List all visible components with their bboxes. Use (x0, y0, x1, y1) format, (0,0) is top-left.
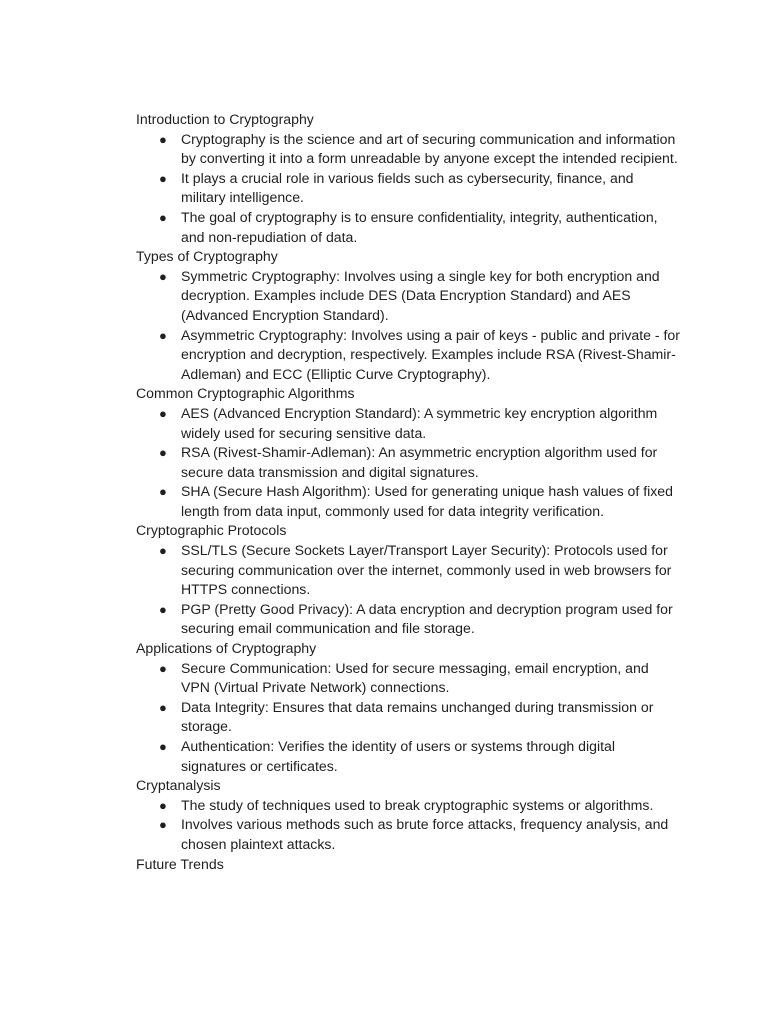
bullet-icon: ● (159, 131, 167, 147)
bullet-list (136, 796, 681, 855)
list-item (136, 130, 681, 169)
list-item (136, 659, 681, 698)
list-item-text: Involves various methods such as brute force attacks, frequency analysis, and chosen plaintext attacks. (181, 816, 669, 852)
bullet-icon: ● (159, 660, 167, 676)
bullet-icon: ● (159, 543, 167, 559)
bullet-icon: ● (159, 484, 167, 500)
list-item-text: Cryptography is the science and art of securing communication and information by converting it into a form unreadable by anyone except the intended recipient. (181, 130, 678, 167)
list-item-text: Symmetric Cryptography: Involves using a single key for both encryption and decryption. Examples include DES (Data Encryption Standard) and AES (Advanced Encryption Standard). (181, 267, 660, 323)
section-heading: Cryptanalysis (136, 777, 221, 794)
list-item-text: SHA (Secure Hash Algorithm): Used for generating unique hash values of fixed length from data input, commonly used for data integrity verification. (181, 483, 673, 519)
list-item-text: The goal of cryptography is to ensure confidentiality, integrity, authentication, and non-repudiation of data. (181, 208, 658, 245)
bullet-icon: ● (159, 170, 167, 186)
list-item (136, 169, 681, 208)
bullet-icon: ● (159, 209, 167, 225)
list-item (136, 600, 681, 639)
list-item-text: Authentication: Verifies the identity of users or systems through digital signatures or certificates. (181, 738, 616, 774)
bullet-icon: ● (159, 268, 167, 284)
list-item-text: RSA (Rivest-Shamir-Adleman): An asymmetric encryption algorithm used for secure data transmission and digital signatures. (181, 444, 658, 480)
list-item (136, 737, 681, 776)
bullet-icon: ● (159, 327, 167, 343)
list-item (136, 443, 681, 482)
list-item-text: Data Integrity: Ensures that data remains unchanged during transmission or storage. (181, 698, 654, 735)
bullet-icon: ● (159, 797, 167, 813)
list-item (136, 815, 681, 854)
bullet-icon: ● (159, 445, 167, 461)
section-heading: Cryptographic Protocols (136, 522, 287, 539)
section-heading: Types of Cryptography (136, 248, 278, 265)
list-item (136, 698, 681, 737)
list-item (136, 482, 681, 521)
list-item-text: The study of techniques used to break cryptographic systems or algorithms. (181, 796, 654, 813)
bullet-list (136, 541, 681, 639)
section-heading: Introduction to Cryptography (136, 111, 314, 127)
bullet-icon: ● (159, 405, 167, 421)
bullet-icon: ● (159, 817, 167, 833)
list-item (136, 541, 681, 600)
list-item (136, 208, 681, 247)
list-item-text: PGP (Pretty Good Privacy): A data encryption and decryption program used for securing email communication and file storage. (181, 600, 673, 637)
bullet-icon: ● (159, 601, 167, 617)
bullet-icon: ● (159, 739, 167, 754)
list-item-text: SSL/TLS (Secure Sockets Layer/Transport Layer Security): Protocols used for securing communication over the internet, commonly used in web browsers for HTTPS connections. (181, 542, 672, 598)
section-heading: Common Cryptographic Algorithms (136, 385, 355, 402)
bullet-list (136, 404, 681, 522)
list-item (136, 796, 681, 816)
list-item-text: It plays a crucial role in various fields such as cybersecurity, finance, and military intelligence. (181, 169, 634, 206)
bullet-list (136, 130, 681, 248)
section-heading: Applications of Cryptography (136, 640, 317, 657)
bullet-list (136, 659, 681, 777)
section-heading: Future Trends (136, 855, 224, 872)
bullet-list (136, 267, 681, 385)
list-item (136, 404, 681, 443)
document-body (136, 110, 681, 874)
list-item (136, 267, 681, 326)
list-item-text: Asymmetric Cryptography: Involves using a pair of keys - public and private - for encryption and decryption, respectively. Examples include RSA (Rivest-Shamir-Adleman) and ECC (Elliptic Curve Cryptography). (181, 326, 680, 382)
bullet-icon: ● (159, 699, 167, 715)
list-item (136, 326, 681, 385)
list-item-text: AES (Advanced Encryption Standard): A symmetric key encryption algorithm widely used for securing sensitive data. (181, 404, 658, 441)
list-item-text: Secure Communication: Used for secure messaging, email encryption, and VPN (Virtual Private Network) connections. (181, 659, 649, 696)
